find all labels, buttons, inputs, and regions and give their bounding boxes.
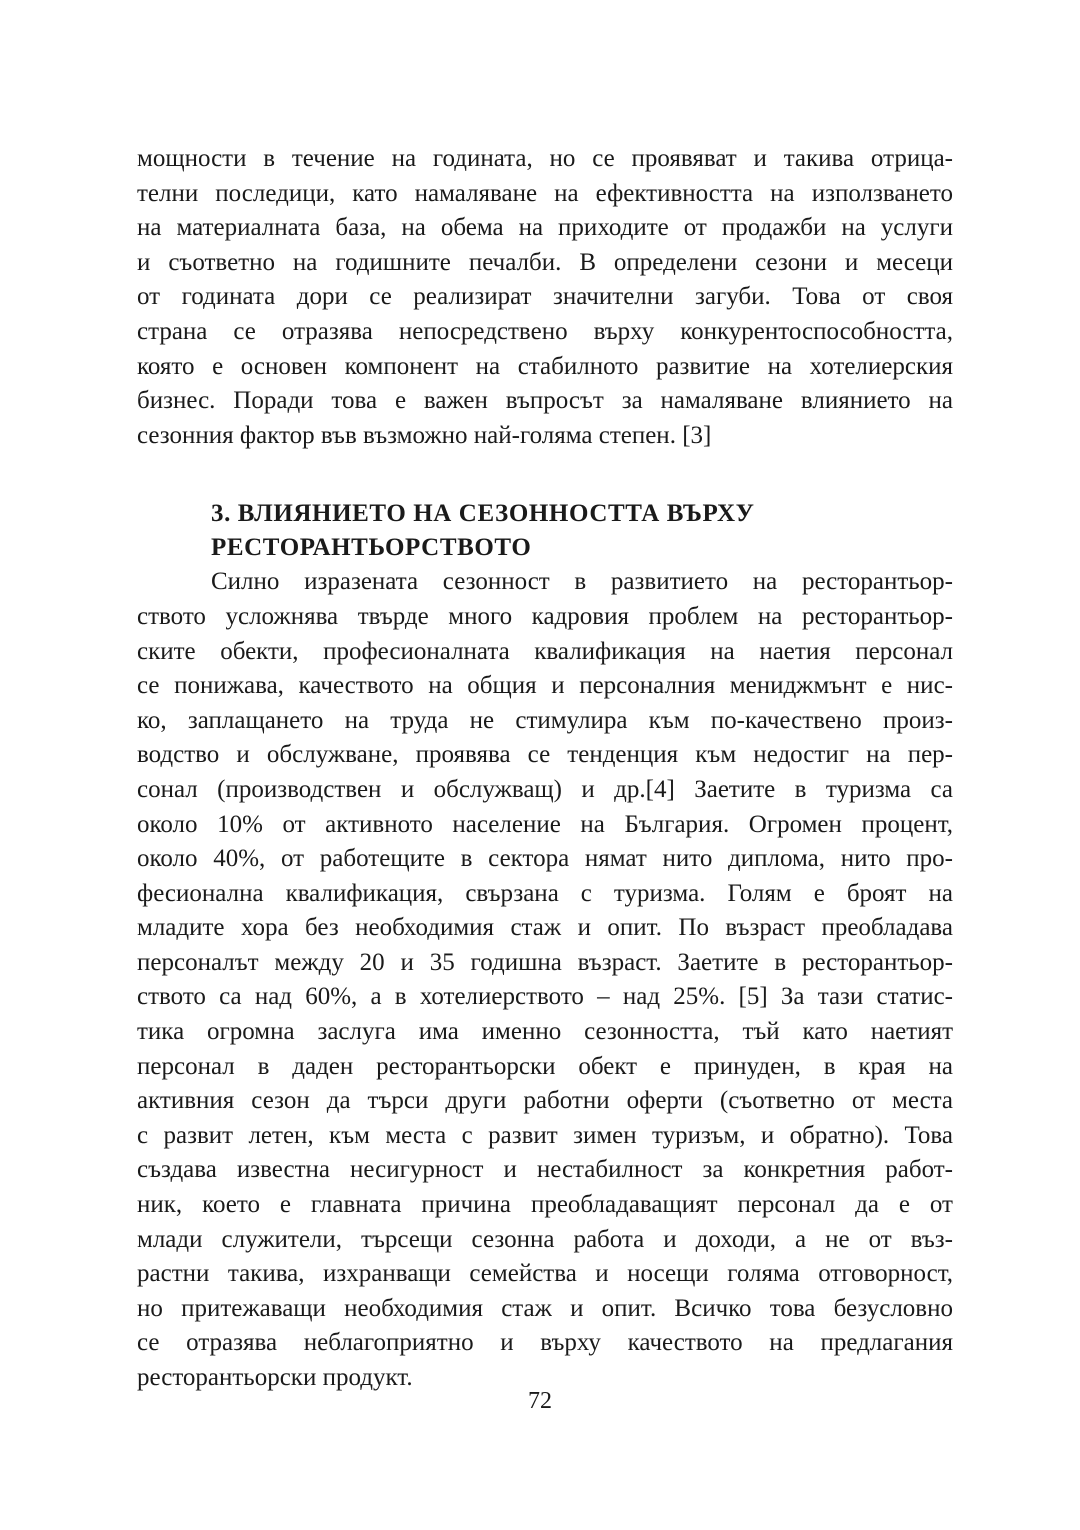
- text-line: млади служители, търсещи сезонна работа и доходи, а не от въз-: [137, 1225, 953, 1253]
- text-line: ник, което е главната причина преобладаващият персонал да е от: [137, 1191, 953, 1219]
- text-line: ските обекти, професионалната квалификация на наетия персонал: [137, 637, 953, 665]
- text-line: тика огромна заслуга има именно сезонността, тъй като наетият: [137, 1018, 953, 1046]
- text-line: сонал (производствен и обслужващ) и др.[4] Заетите в туризма са: [137, 775, 953, 803]
- section-heading-line: РЕСТОРАНТЬОРСТВОТО: [211, 534, 532, 562]
- text-line: ко, заплащането на труда не стимулира към по-качествено произ-: [137, 706, 953, 734]
- text-line: фесионална квалификация, свързана с туризма. Голям е броят на: [137, 879, 953, 907]
- text-line: водство и обслужване, проявява се тенденция към недостиг на пер-: [137, 741, 953, 769]
- text-line: на материалната база, на обема на приходите от продажби на услуги: [137, 214, 953, 242]
- paragraph-section-body: [137, 565, 953, 1395]
- text-line: Силно изразената сезонност в развитието на ресторантьор-: [211, 568, 953, 596]
- text-line: около 40%, от работещите в сектора нямат нито диплома, нито про-: [137, 845, 953, 873]
- text-line: растни такива, изхранващи семейства и носещи голяма отговорност,: [137, 1260, 953, 1288]
- text-line: страна се отразява непосредствено върху конкурентоспособността,: [137, 317, 953, 345]
- text-line: бизнес. Поради това е важен въпросът за намаляване влиянието на: [137, 387, 953, 415]
- text-line: която е основен компонент на стабилното развитие на хотелиерския: [137, 352, 953, 380]
- text-line: ството са над 60%, а в хотелиерството – над 25%. [5] За тази статис-: [137, 983, 953, 1011]
- page-number: 72: [528, 1388, 552, 1414]
- text-line: младите хора без необходимия стаж и опит. По възраст преобладава: [137, 914, 953, 942]
- text-line: активния сезон да търси други работни оферти (съответно от места: [137, 1087, 953, 1115]
- text-line: ството усложнява твърде много кадровия проблем на ресторантьор-: [137, 602, 953, 630]
- paragraph-intro: [137, 142, 953, 453]
- text-line: създава известна несигурност и нестабилност за конкретния работ-: [137, 1156, 953, 1184]
- section-heading: [211, 497, 953, 565]
- text-line: персонал в даден ресторантьорски обект е принуден, в края на: [137, 1052, 953, 1080]
- text-line: телни последици, като намаляване на ефективността на използването: [137, 179, 953, 207]
- text-line: мощности в течение на годината, но се проявяват и такива отрица-: [137, 145, 953, 172]
- page-body: [137, 142, 953, 1396]
- text-line: ресторантьорски продукт.: [137, 1364, 413, 1391]
- text-line: от годината дори се реализират значителни загуби. Това от своя: [137, 283, 953, 311]
- section-heading-line: 3. ВЛИЯНИЕТО НА СЕЗОННОСТТА ВЪРХУ: [211, 500, 755, 528]
- text-line: но притежаващи необходимия стаж и опит. Всичко това безусловно: [137, 1294, 953, 1322]
- text-line: се отразява неблагоприятно и върху качеството на предлагания: [137, 1329, 953, 1357]
- text-line: около 10% от активното население на България. Огромен процент,: [137, 810, 953, 838]
- text-line: сезонния фактор във възможно най-голяма степен. [3]: [137, 421, 712, 449]
- text-line: с развит летен, към места с развит зимен туризъм, и обратно). Това: [137, 1121, 953, 1149]
- text-line: персоналът между 20 и 35 годишна възраст. Заетите в ресторантьор-: [137, 948, 953, 976]
- text-line: се понижава, качеството на общия и персоналния мениджмънт е нис-: [137, 672, 953, 700]
- text-line: и съответно на годишните печалби. В определени сезони и месеци: [137, 248, 953, 276]
